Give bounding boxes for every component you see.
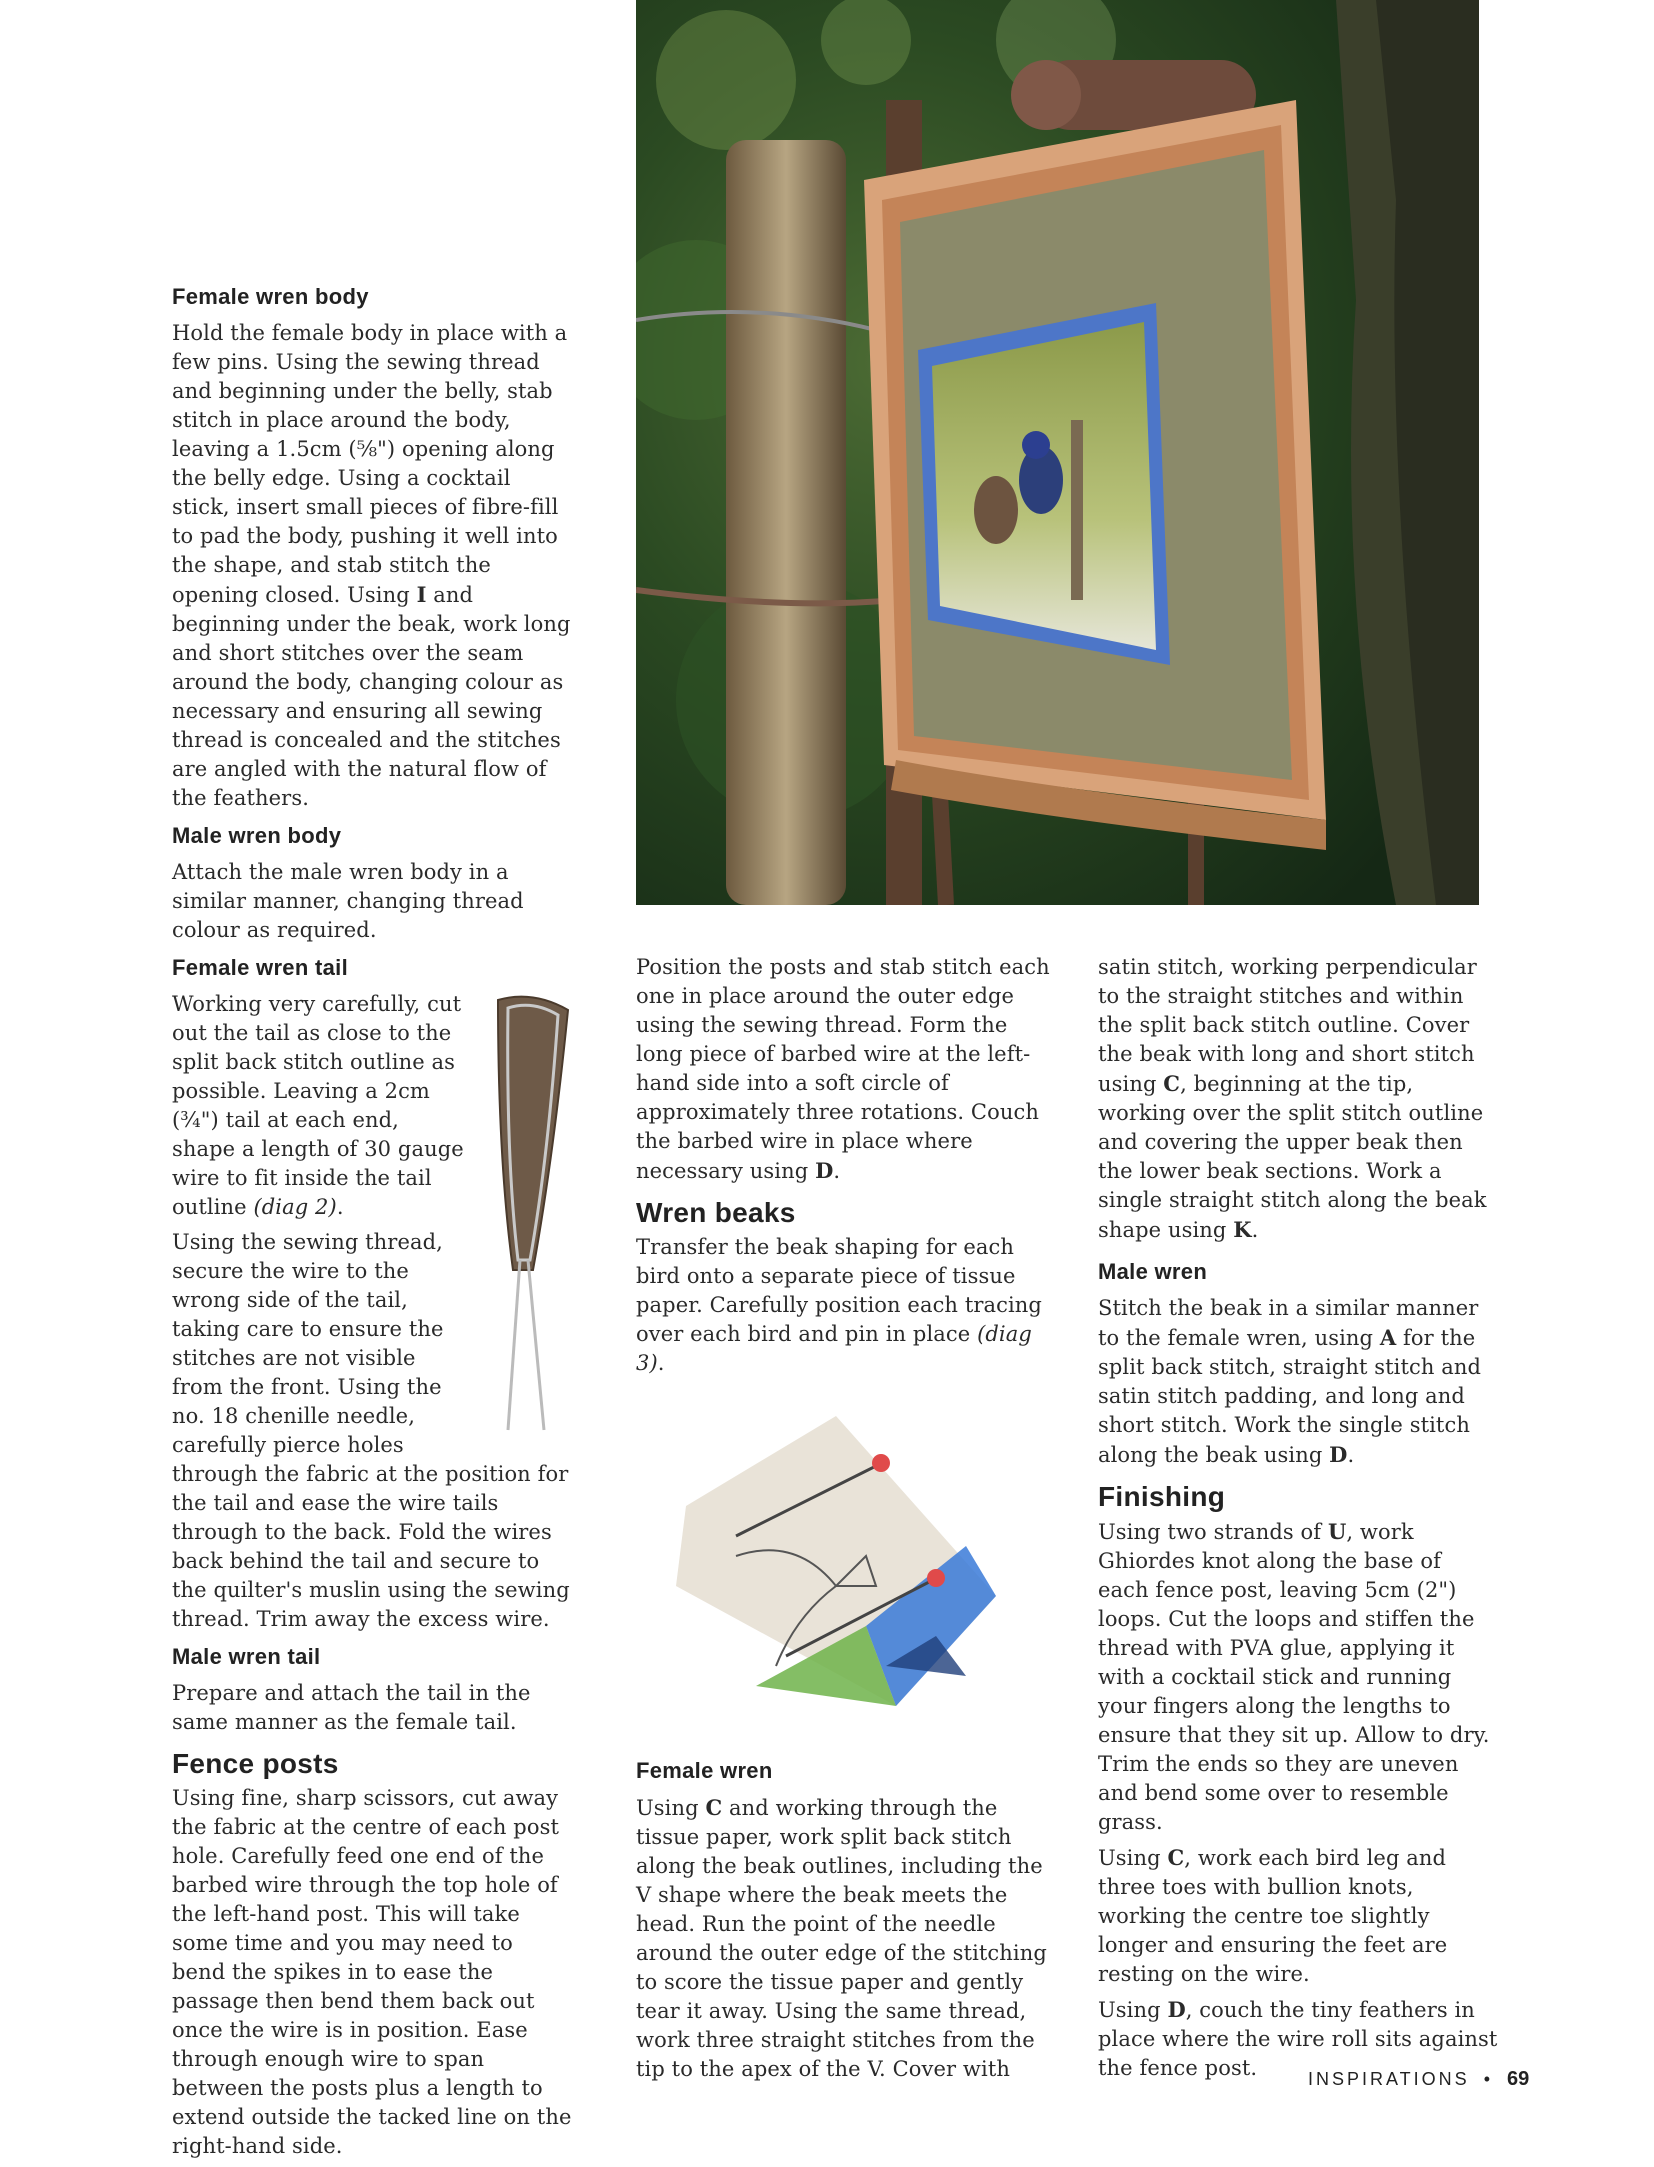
- fence-posts-paragraph: Using fine, sharp scissors, cut away the fabric at the centre of each post hole. Carefully feed one end of the barbed wire through the top hole of the left-hand post. This will take some time and you may need to bend the spikes in to ease the passage then bend them back out once the wire is in position. Ease through enough wire to span between the posts plus a length to extend outside the tacked line on the right-hand side.: [172, 1786, 572, 2158]
- text-run: .: [336, 1195, 344, 1219]
- diag3-svg: [636, 1396, 1056, 1736]
- text-run: Position the posts and stab stitch each one in place around the outer edge using the sewing thread. Form the long piece of barbed wire at the left-hand side into a soft circle of approximately three rotations. Couch the barbed wire in place where necessary using: [636, 955, 1050, 1183]
- thread-key: U: [1327, 1519, 1347, 1544]
- text-run: Hold the female body in place with a few pins. Using the sewing thread and beginning under the belly, stab stitch in place around the body, leaving a 1.5cm (⅝") opening along the belly edge. Using a cocktail stick, insert small pieces of fibre-fill to pad the body, pushing it well into the shape, and stab stitch the opening closed. Using: [172, 321, 568, 607]
- text-run: satin stitch, working perpendicular to the straight stitches and within the split back stitch outline. Cover the beak with long and short stitch using: [1098, 955, 1477, 1096]
- framed-embroidery-photo: [636, 0, 1479, 905]
- male-wren-heading: Male wren: [1098, 1259, 1208, 1284]
- text-run: and beginning under the beak, work long and short stitches over the seam around the body, changing colour as necessary and ensuring all sewing thread is concealed and the stitches are angled with the natural flow of the feathers.: [172, 583, 571, 810]
- thread-key: A: [1379, 1325, 1397, 1350]
- male-wren-tail-heading: Male wren tail: [172, 1644, 321, 1669]
- male-wren-body-heading: Male wren body: [172, 823, 342, 848]
- wren-tail-wire-diagram: [478, 990, 578, 1450]
- text-run: .: [1251, 1218, 1259, 1242]
- folio-bullet: •: [1483, 2069, 1494, 2089]
- finishing-paragraph-1: [1098, 1517, 1498, 1837]
- magazine-name: INSPIRATIONS: [1308, 2069, 1470, 2089]
- male-wren-body-paragraph: Attach the male wren body in a similar manner, changing thread colour as required.: [172, 860, 524, 942]
- photo-svg: [636, 0, 1479, 905]
- column-2: [636, 953, 1056, 2090]
- female-wren-tail-paragraph-2: Using the sewing thread, secure the wire to the wrong side of the tail, taking care to ensure the stitches are not visible from the front. Using the no. 18 chenille needle, carefully pierce holes through the fabric at the position for the tail and ease the wire tails through to the back. Fold the wires back behind the tail and secure to the quilter's muslin using the sewing thread. Trim away the excess wire.: [172, 1230, 570, 1631]
- text-run: Using: [1098, 1846, 1168, 1870]
- thread-key: C: [1167, 1845, 1185, 1870]
- wren-beaks-heading: Wren beaks: [636, 1197, 796, 1228]
- column-3: [1098, 953, 1498, 2089]
- page-number: 69: [1507, 2068, 1530, 2090]
- text-run: for the split back stitch, straight stitch and satin stitch padding, and long and short stitch. Work the single stitch along the beak using: [1098, 1326, 1482, 1467]
- male-wren-tail-paragraph: Prepare and attach the tail in the same manner as the female tail.: [172, 1681, 531, 1734]
- text-run: , work Ghiordes knot along the base of each fence post, leaving 5cm (2") loops. Cut the loops and stiffen the thread with PVA glue, applying it with a cocktail stick and running your fingers along the lengths to ensure that they sit up. Allow to dry. Trim the ends so they are uneven and bend some over to resemble grass.: [1098, 1520, 1490, 1834]
- text-run: Using: [636, 1796, 706, 1820]
- diag2-svg: [478, 990, 578, 1450]
- beak-tracing-diagram: [636, 1396, 1056, 1736]
- thread-key: D: [1167, 1997, 1186, 2022]
- text-run: Using two strands of: [1098, 1520, 1328, 1544]
- female-beak-continued-paragraph: [1098, 953, 1498, 1245]
- female-wren-paragraph: [636, 1793, 1056, 2084]
- text-run: Using: [1098, 1998, 1168, 2022]
- posts-continued-paragraph: [636, 953, 1056, 1186]
- thread-key: C: [1163, 1071, 1181, 1096]
- thread-key: K: [1233, 1217, 1252, 1242]
- thread-key: D: [1329, 1442, 1348, 1467]
- female-wren-heading: Female wren: [636, 1758, 773, 1783]
- female-tail-block: [172, 990, 572, 1634]
- text-run: , work each bird leg and three toes with bullion knots, working the centre toe slightly longer and ensuring the feet are resting on the wire.: [1098, 1846, 1448, 1986]
- fence-posts-heading: Fence posts: [172, 1748, 339, 1779]
- finishing-paragraph-2: [1098, 1843, 1498, 1989]
- page-folio: [1308, 2068, 1529, 2091]
- diagram-reference: (diag 2): [253, 1195, 337, 1219]
- text-run: and working through the tissue paper, work split back stitch along the beak outlines, including the V shape where the beak meets the head. Run the point of the needle around the outer edge of the stitching to score the tissue paper and gently tear it away. Using the same thread, work three straight stitches from the tip to the apex of the V. Cover with: [636, 1796, 1047, 2081]
- female-wren-body-paragraph: [172, 319, 572, 813]
- text-run: .: [1347, 1443, 1355, 1467]
- text-run: .: [657, 1351, 665, 1375]
- finishing-heading: Finishing: [1098, 1481, 1226, 1512]
- thread-key: C: [705, 1795, 723, 1820]
- text-run: .: [833, 1159, 841, 1183]
- thread-key: D: [815, 1158, 834, 1183]
- female-wren-tail-heading: Female wren tail: [172, 955, 348, 980]
- text-run: Working very carefully, cut out the tail as close to the split back stitch outline as possible. Leaving a 2cm (¾") tail at each end, shape a length of 30 gauge wire to fit inside the tail outline: [172, 992, 464, 1219]
- text-run: , beginning at the tip, working over the split stitch outline and covering the upper beak then the lower beak sections. Work a single straight stitch along the beak shape using: [1098, 1072, 1487, 1242]
- diagram-reference: (diag 3): [636, 1322, 1032, 1375]
- thread-key: I: [416, 582, 427, 607]
- male-wren-paragraph: [1098, 1294, 1498, 1470]
- text-run: Stitch the beak in a similar manner to the female wren, using: [1098, 1296, 1479, 1350]
- column-1: [172, 282, 572, 2167]
- text-run: Transfer the beak shaping for each bird onto a separate piece of tissue paper. Carefully position each tracing over each bird and pin in place: [636, 1235, 1042, 1346]
- text-run: , couch the tiny feathers in place where the wire roll sits against the fence post.: [1098, 1998, 1498, 2080]
- female-wren-body-heading: Female wren body: [172, 284, 369, 309]
- wren-beaks-paragraph: [636, 1233, 1056, 1378]
